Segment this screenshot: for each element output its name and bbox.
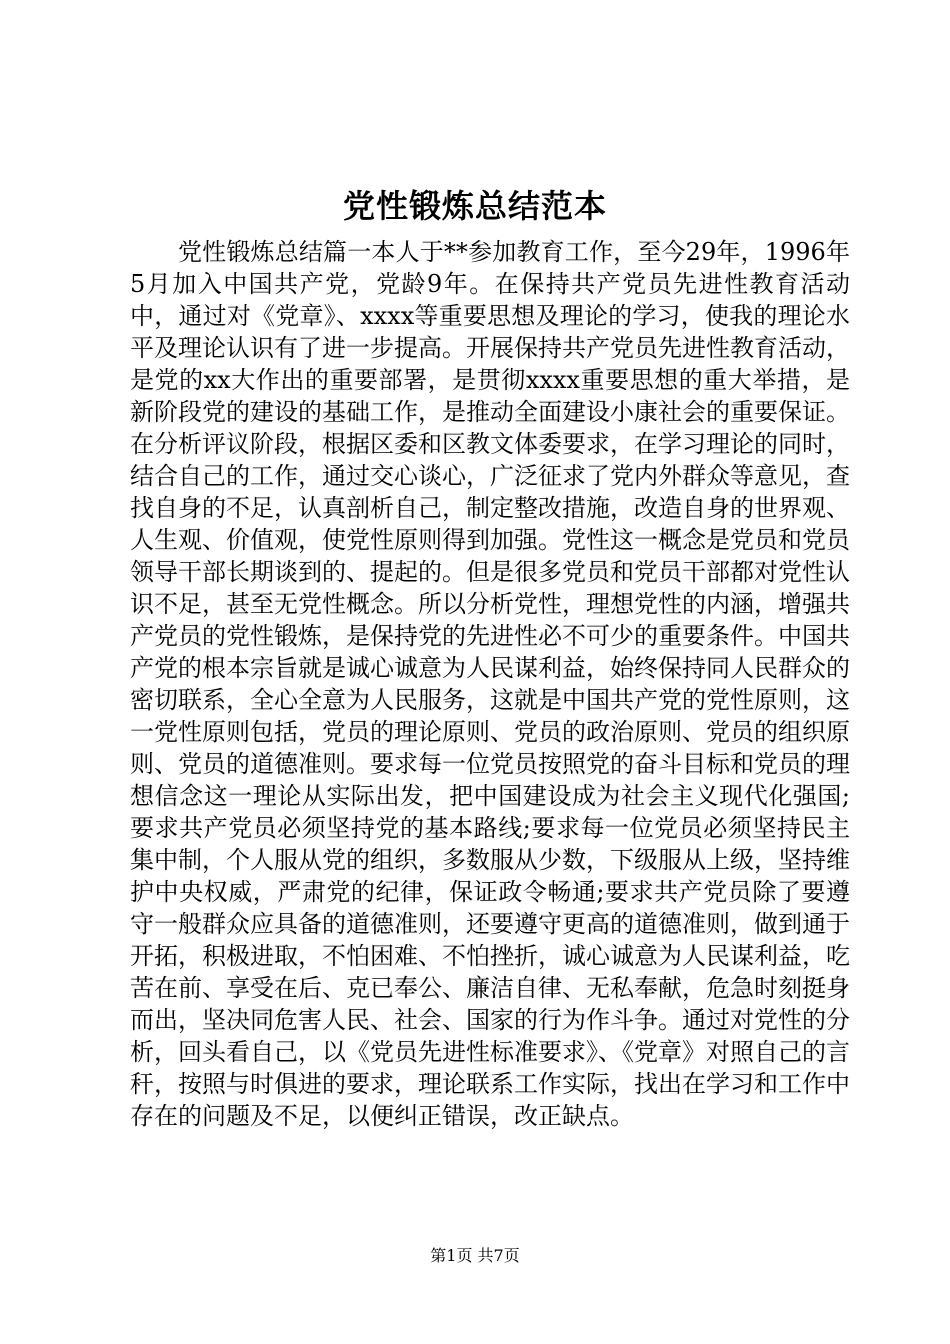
document-body-paragraph: 党性锻炼总结篇一本人于**参加教育工作，至今29年，1996年5月加入中国共产党，党龄9年。在保持共产党员先进性教育活动中，通过对《党章》、xxxx等重要思想及理论的学习，使我的理论水平及理论认识有了进一步提高。开展保持共产党员先进性教育活动，是党的xx大作出的重要部署，是贯彻xxxx重要思想的重大举措，是新阶段党的建设的基础工作，是推动全面建设小康社会的重要保证。在分析评议阶段，根据区委和区教文体委要求，在学习理论的同时，结合自己的工作，通过交心谈心，广泛征求了党内外群众等意见，查找自身的不足，认真剖析自己，制定整改措施，改造自身的世界观、人生观、价值观，使党性原则得到加强。党性这一概念是党员和党员领导干部长期谈到的、提起的。但是很多党员和党员干部都对党性认识不足，甚至无党性概念。所以分析党性，理想党性的内涵，增强共产党员的党性锻炼，是保持党的先进性必不可少的重要条件。中国共产党的根本宗旨就是诚心诚意为人民谋利益，始终保持同人民群众的密切联系，全心全意为人民服务，这就是中国共产党的党性原则，这一党性原则包括，党员的理论原则、党员的政治原则、党员的组织原则、党员的道德准则。要求每一位党员按照党的奋斗目标和党员的理想信念这一理论从实际出发，把中国建设成为社会主义现代化强国;要求共产党员必须坚持党的基本路线;要求每一位党员必须坚持民主集中制，个人服从党的组织，多数服从少数，下级服从上级，坚持维护中央权威，严肃党的纪律，保证政令畅通;要求共产党员除了要遵守一般群众应具备的道德准则，还要遵守更高的道德准则，做到通于开拓，积极进取，不怕困难、不怕挫折，诚心诚意为人民谋利益，吃苦在前、享受在后、克已奉公、廉洁自律、无私奉献，危急时刻挺身而出，坚决同危害人民、社会、国家的行为作斗争。通过对党性的分析，回头看自己，以《党员先进性标准要求》、《党章》对照自己的言秆，按照与时俱进的要求，理论联系工作实际，找出在学习和工作中存在的问题及不足，以便纠正错误，改正缺点。: [130, 238, 850, 1130]
document-title: 党性锻炼总结范本: [342, 187, 607, 225]
page-number-footer: 第1页 共7页: [430, 1246, 520, 1265]
